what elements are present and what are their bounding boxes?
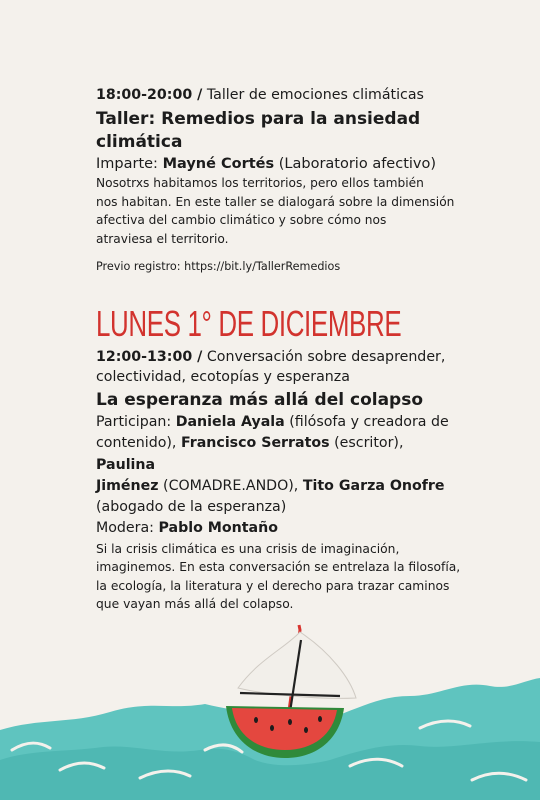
event-title: La esperanza más allá del colapso xyxy=(96,390,424,410)
event-title-line: climática xyxy=(96,132,183,152)
description-line: Si la crisis climática es una crisis de imaginación, xyxy=(96,541,400,556)
participant-name: Paulina xyxy=(96,456,156,473)
registration-note: Previo registro: https://bit.ly/TallerRemedios xyxy=(96,260,341,273)
event-description xyxy=(96,174,466,248)
event-participants xyxy=(96,412,466,540)
description-line: la ecología, la literatura y el derecho para trazar caminos xyxy=(96,578,450,593)
participant-name: Francisco Serratos xyxy=(180,435,330,452)
description-line: que vayan más allá del colapso. xyxy=(96,597,294,612)
moderator-label: Modera: xyxy=(96,520,154,537)
participants-label: Participan: xyxy=(96,414,172,430)
participant-role: (abogado de la esperanza) xyxy=(96,499,287,516)
participant-role: (COMADRE.ANDO), xyxy=(163,477,299,494)
participant-name: Daniela Ayala xyxy=(175,414,285,430)
description-line: atraviesa el territorio. xyxy=(96,231,229,246)
event-time: 12:00-13:00 / xyxy=(96,349,203,365)
participant-name: Jiménez xyxy=(96,477,159,494)
program-content xyxy=(96,86,466,614)
event-time-line xyxy=(96,347,466,387)
credit-name: Mayné Cortés xyxy=(162,156,275,172)
event-category: Conversación sobre desaprender, xyxy=(206,349,446,365)
moderator-name: Pablo Montaño xyxy=(158,520,278,537)
description-line: afectiva del cambio climático y sobre cómo nos xyxy=(96,213,387,227)
event-category: Taller de emociones climáticas xyxy=(206,87,424,103)
participant-role: contenido), xyxy=(96,435,177,452)
description-line: Nosotrxs habitamos los territorios, pero ellos también xyxy=(96,176,424,190)
participant-role: (escritor), xyxy=(334,435,404,452)
day-heading: LUNES 1° DE DICIEMBRE xyxy=(96,303,402,344)
event-title-line: Taller: Remedios para la ansiedad xyxy=(96,109,421,129)
event-category-continued: colectividad, ecotopías y esperanza xyxy=(96,369,350,385)
description-line: imaginemos. En esta conversación se entrelaza la filosofía, xyxy=(96,560,461,575)
credit-label: Imparte: xyxy=(96,156,158,172)
event-credit xyxy=(96,154,466,174)
watermelon-boat-illustration xyxy=(0,600,540,800)
credit-affiliation: (Laboratorio afectivo) xyxy=(278,156,437,172)
event-time: 18:00-20:00 / xyxy=(96,87,203,103)
participant-name: Tito Garza Onofre xyxy=(302,477,445,494)
participant-role: (filósofa y creadora de xyxy=(289,414,449,430)
event-workshop xyxy=(96,86,466,275)
event-time-line xyxy=(96,86,466,104)
event-conversation xyxy=(96,347,466,614)
description-line: nos habitan. En este taller se dialogará sobre la dimensión xyxy=(96,194,455,209)
event-title xyxy=(96,108,466,154)
